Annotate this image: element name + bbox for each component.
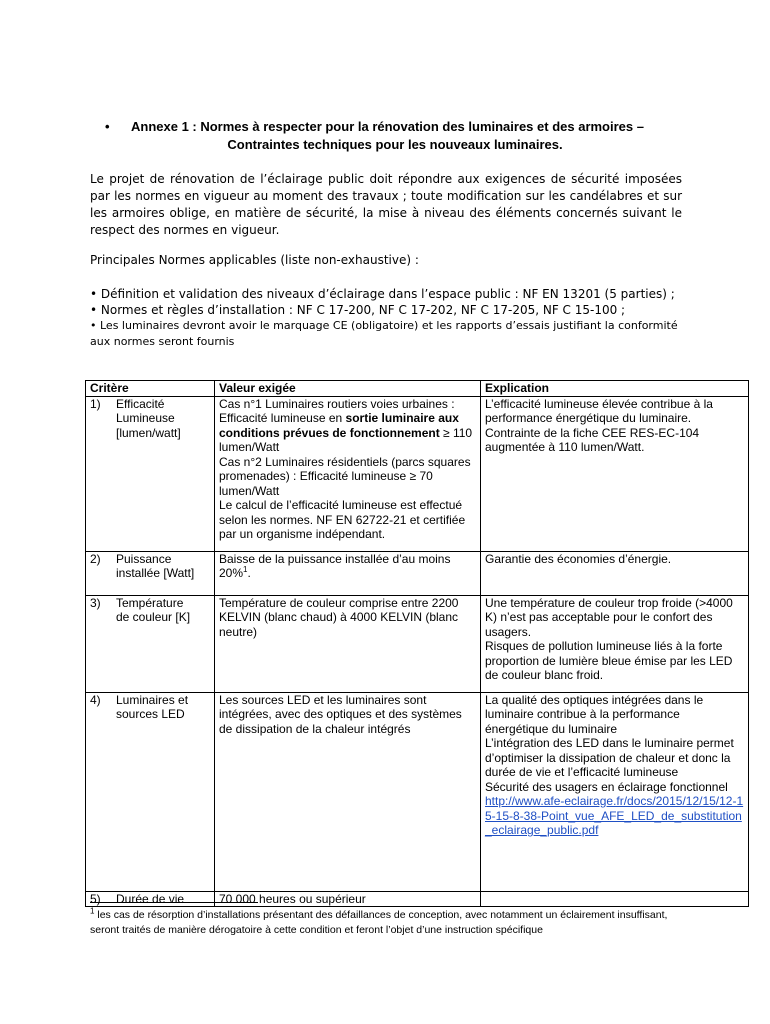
norm-item: • Normes et règles d’installation : NF C 17-200, NF C 17-202, NF C 17-205, NF C 15-100 ; bbox=[90, 303, 626, 317]
explication-cell: La qualité des optiques intégrées dans le luminaire contribue à la performance énergétique du luminaire L’intégration des LED dans le luminaire permet d’optimiser la dissipation de chaleur et donc la durée de vie et l’efficacité lumineuse Sécurité des usagers en éclairage fonctionnel http://www.afe-eclairage.fr/docs/2015/12/15/12-15-15-8-38-Point_vue_AFE_LED_de_substitution_eclairage_public.pdf bbox=[481, 692, 749, 891]
value-cell bbox=[215, 396, 481, 551]
row-number: 3) bbox=[90, 595, 101, 610]
row-number: 1) bbox=[90, 396, 101, 411]
criterion-label: Luminaires et sources LED bbox=[116, 692, 189, 721]
footnote-divider bbox=[90, 902, 258, 903]
value-cell: 70 000 heures ou supérieur bbox=[215, 891, 481, 907]
explication-cell: L’efficacité lumineuse élevée contribue à la performance énergétique du luminaire. Contrainte de la fiche CEE RES-EC-104 augmentée à 110 lumen/Watt. bbox=[481, 396, 749, 551]
criterion-label: Puissance installée [Watt] bbox=[116, 551, 195, 580]
value-paragraph: Le calcul de l’efficacité lumineuse est effectué selon les normes. NF EN 62722-21 et certifiée par un organisme indépendant. bbox=[219, 498, 466, 541]
header-explication: Explication bbox=[481, 381, 749, 397]
footnote-text: les cas de résorption d’installations présentant des défaillances de conception, avec notamment un éclairement insuffisant, seront traités de manière dérogatoire à cette condition et feront l’objet d’une instruction spécifique bbox=[90, 909, 668, 936]
norm-item: aux normes seront fournis bbox=[90, 335, 235, 348]
heading-line-1: Annexe 1 : Normes à respecter pour la rénovation des luminaires et des armoires – bbox=[131, 119, 644, 134]
row-number: 2) bbox=[90, 551, 101, 566]
intro-paragraph: Le projet de rénovation de l’éclairage public doit répondre aux exigences de sécurité imposées par les normes en vigueur au moment des travaux ; toute modification sur les candélabres et sur les armoires oblige, en matière de sécurité, la mise à niveau des éléments concernés suivant le respect des normes en vigueur. bbox=[90, 172, 682, 237]
criteria-table bbox=[85, 380, 749, 907]
table-row bbox=[86, 551, 749, 595]
row-number: 4) bbox=[90, 692, 101, 707]
explication-cell: Une température de couleur trop froide (>4000 K) n’est pas acceptable pour le confort des usagers. Risques de pollution lumineuse liés à la forte proportion de lumière bleue émise par les LED de couleur blanc froid. bbox=[481, 595, 749, 692]
principales-label: Principales Normes applicables (liste non-exhaustive) : bbox=[90, 253, 419, 267]
criterion-cell bbox=[86, 891, 215, 907]
table-header-row bbox=[86, 381, 749, 397]
criterion-label: Efficacité Lumineuse [lumen/watt] bbox=[116, 396, 181, 440]
value-cell: Température de couleur comprise entre 2200 KELVIN (blanc chaud) à 4000 KELVIN (blanc neutre) bbox=[215, 595, 481, 692]
footnote-ref: 1 bbox=[243, 565, 248, 574]
table-row bbox=[86, 396, 749, 551]
table-row bbox=[86, 692, 749, 891]
explication-cell: Garantie des économies d’énergie. bbox=[481, 551, 749, 595]
header-critere: Critère bbox=[86, 381, 215, 397]
value-paragraph: Cas n°1 Luminaires routiers voies urbaines : Efficacité lumineuse en sortie luminaire aux conditions prévues de fonctionnement ≥ 110 lumen/Watt bbox=[219, 396, 473, 454]
criterion-cell bbox=[86, 551, 215, 595]
heading-line-2: Contraintes techniques pour les nouveaux luminaires. bbox=[227, 137, 563, 152]
norm-item: • Les luminaires devront avoir le marquage CE (obligatoire) et les rapports d’essais justifiant la conformité bbox=[90, 319, 678, 332]
heading-bullet: • bbox=[105, 119, 110, 134]
afe-link[interactable]: http://www.afe-eclairage.fr/docs/2015/12/15/12-15-15-8-38-Point_vue_AFE_LED_de_substitution_eclairage_public.pdf bbox=[485, 794, 744, 837]
table-row bbox=[86, 891, 749, 907]
criterion-cell bbox=[86, 692, 215, 891]
criterion-label: Température de couleur [K] bbox=[116, 595, 191, 624]
bold-phrase: sortie luminaire aux conditions prévues de fonctionnement bbox=[219, 411, 459, 440]
footnote bbox=[90, 908, 690, 938]
criterion-label: Durée de vie bbox=[116, 891, 185, 906]
table-row bbox=[86, 595, 749, 692]
criterion-cell bbox=[86, 595, 215, 692]
footnote-marker: 1 bbox=[90, 906, 95, 916]
header-valeur: Valeur exigée bbox=[215, 381, 481, 397]
row-number: 5) bbox=[90, 891, 101, 906]
norm-item: • Définition et validation des niveaux d’éclairage dans l’espace public : NF EN 13201 (5 parties) ; bbox=[90, 287, 675, 301]
criterion-cell bbox=[86, 396, 215, 551]
value-cell: Les sources LED et les luminaires sont intégrées, avec des optiques et des systèmes de dissipation de la chaleur intégrés bbox=[215, 692, 481, 891]
explication-cell bbox=[481, 891, 749, 907]
value-cell: Baisse de la puissance installée d’au moins 20%$^1$. bbox=[215, 551, 481, 595]
value-paragraph: Cas n°2 Luminaires résidentiels (parcs squares promenades) : Efficacité lumineuse ≥ 70 lumen/Watt bbox=[219, 454, 471, 498]
